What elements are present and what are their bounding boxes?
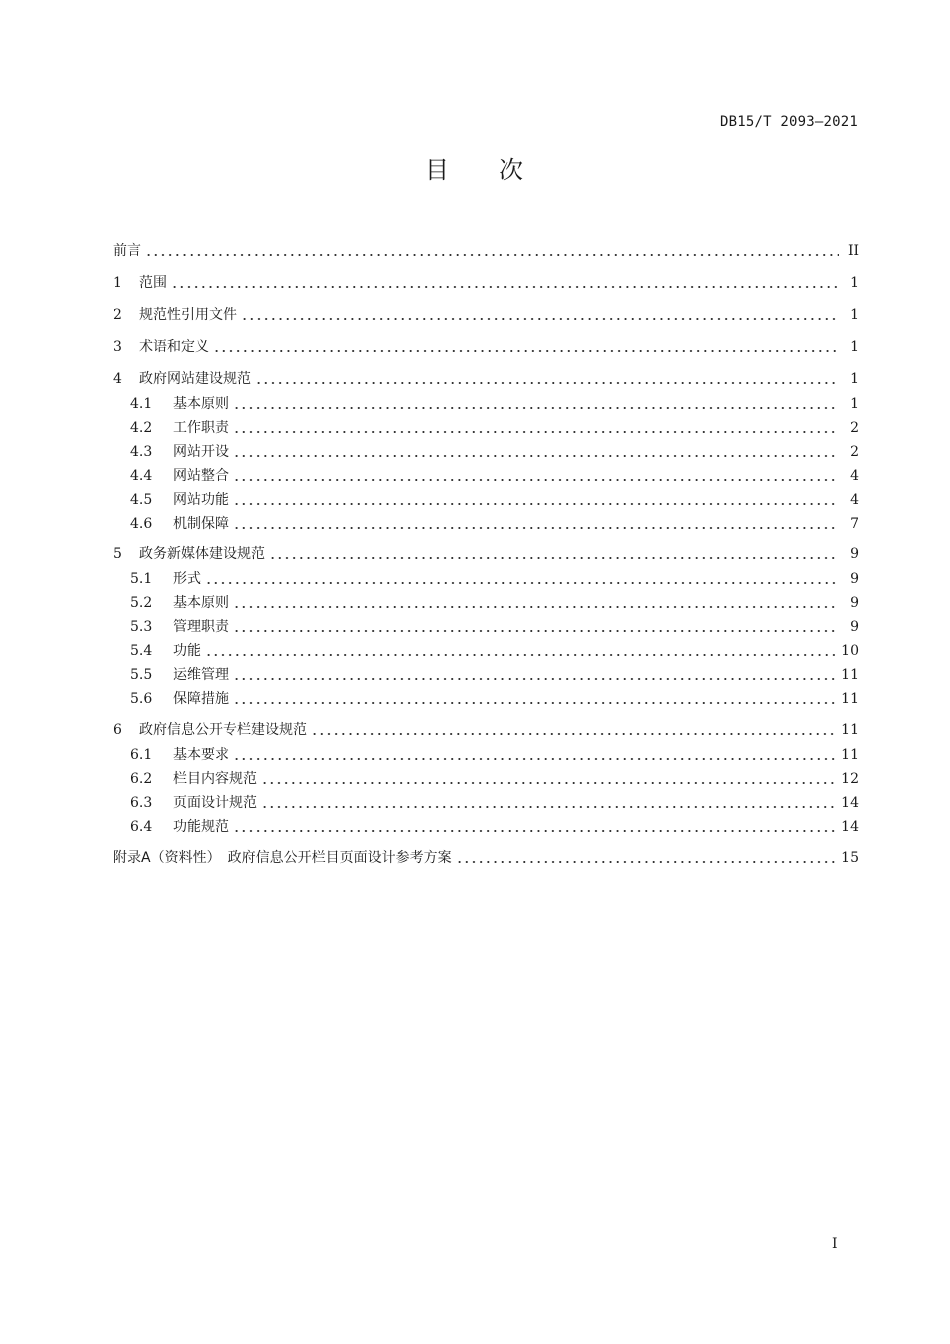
toc-label: 基本要求 bbox=[173, 747, 229, 763]
toc-leader-dots bbox=[233, 514, 839, 534]
toc-label: 保障措施 bbox=[173, 691, 229, 707]
toc-number: 6 bbox=[113, 722, 122, 738]
toc-label: 政务新媒体建设规范 bbox=[139, 546, 265, 562]
toc-label: 术语和定义 bbox=[139, 339, 209, 355]
toc-number: 6.4 bbox=[130, 819, 153, 835]
toc-entry-4-2[interactable] bbox=[130, 418, 859, 438]
toc-label: 网站整合 bbox=[173, 468, 229, 484]
toc-label: 网站开设 bbox=[173, 444, 229, 460]
toc-page-number: 9 bbox=[850, 571, 859, 587]
toc-entry-5[interactable] bbox=[113, 544, 859, 564]
toc-page-number: 1 bbox=[850, 371, 859, 387]
toc-leader-dots bbox=[311, 720, 835, 740]
toc-leader-dots bbox=[233, 745, 835, 765]
toc-label: 机制保障 bbox=[173, 516, 229, 532]
toc-leader-dots bbox=[241, 305, 839, 325]
toc-leader-dots bbox=[233, 617, 839, 637]
toc-entry-5-1[interactable] bbox=[130, 569, 859, 589]
toc-page-number: 11 bbox=[841, 722, 859, 738]
toc-leader-dots bbox=[233, 817, 835, 837]
toc-number: 5.2 bbox=[130, 595, 153, 611]
toc-number: 6.3 bbox=[130, 795, 153, 811]
toc-label: 工作职责 bbox=[173, 420, 229, 436]
toc-page-number: 4 bbox=[850, 468, 859, 484]
toc-label: 网站功能 bbox=[173, 492, 229, 508]
toc-entry-5-6[interactable] bbox=[130, 689, 859, 709]
toc-page-number: 15 bbox=[841, 850, 859, 866]
toc-leader-dots bbox=[205, 641, 835, 661]
toc-label: 形式 bbox=[173, 571, 201, 587]
toc-page-number: 9 bbox=[850, 546, 859, 562]
toc-number: 1 bbox=[113, 275, 122, 291]
toc-leader-dots bbox=[255, 369, 839, 389]
toc-entry-4-6[interactable] bbox=[130, 514, 859, 534]
toc-label: 范围 bbox=[139, 275, 167, 291]
toc-number: 5.1 bbox=[130, 571, 153, 587]
toc-leader-dots bbox=[233, 665, 835, 685]
toc-page-number: 12 bbox=[841, 771, 859, 787]
toc-number: 4.4 bbox=[130, 468, 153, 484]
toc-number: 5.6 bbox=[130, 691, 153, 707]
toc-entry-6-1[interactable] bbox=[130, 745, 859, 765]
toc-entry-4-3[interactable] bbox=[130, 442, 859, 462]
toc-label: 附录A（资料性） 政府信息公开栏目页面设计参考方案 bbox=[113, 850, 452, 866]
toc-page-number: 9 bbox=[850, 619, 859, 635]
toc-page-number: 7 bbox=[850, 516, 859, 532]
toc-number: 3 bbox=[113, 339, 122, 355]
toc-leader-dots bbox=[233, 442, 839, 462]
toc-label: 功能规范 bbox=[173, 819, 229, 835]
page-title-right: 次 bbox=[499, 156, 525, 184]
toc-entry-1[interactable] bbox=[113, 273, 859, 293]
toc-number: 5.5 bbox=[130, 667, 153, 683]
toc-entry-2[interactable] bbox=[113, 305, 859, 325]
toc-label: 政府信息公开专栏建设规范 bbox=[139, 722, 307, 738]
page-title bbox=[0, 150, 950, 185]
toc-entry-4[interactable] bbox=[113, 369, 859, 389]
toc-entry-4-4[interactable] bbox=[130, 466, 859, 486]
toc-number: 2 bbox=[113, 307, 122, 323]
toc-entry-5-2[interactable] bbox=[130, 593, 859, 613]
toc-number: 4.5 bbox=[130, 492, 153, 508]
toc-page-number: 4 bbox=[850, 492, 859, 508]
toc-label: 政府网站建设规范 bbox=[139, 371, 251, 387]
toc-leader-dots bbox=[145, 241, 839, 261]
toc-entry-5-5[interactable] bbox=[130, 665, 859, 685]
toc-page-number: 14 bbox=[841, 819, 859, 835]
toc-entry-3[interactable] bbox=[113, 337, 859, 357]
toc-label: 基本原则 bbox=[173, 396, 229, 412]
toc-leader-dots bbox=[233, 418, 839, 438]
toc-label: 栏目内容规范 bbox=[173, 771, 257, 787]
toc-leader-dots bbox=[233, 689, 835, 709]
toc-page-number: 1 bbox=[850, 275, 859, 291]
toc-entry-5-4[interactable] bbox=[130, 641, 859, 661]
page-number: I bbox=[832, 1236, 838, 1252]
toc-page-number: 11 bbox=[841, 667, 859, 683]
toc-page-number: 1 bbox=[850, 307, 859, 323]
toc-number: 4.1 bbox=[130, 396, 153, 412]
toc-entry-4-5[interactable] bbox=[130, 490, 859, 510]
toc-entry-5-3[interactable] bbox=[130, 617, 859, 637]
toc-label: 页面设计规范 bbox=[173, 795, 257, 811]
toc-label: 前言 bbox=[113, 243, 141, 259]
toc-label: 基本原则 bbox=[173, 595, 229, 611]
toc-page-number: 10 bbox=[841, 643, 859, 659]
document-code: DB15/T 2093—2021 bbox=[719, 114, 858, 130]
toc-page-number: 11 bbox=[841, 747, 859, 763]
toc-number: 5 bbox=[113, 546, 122, 562]
toc-label: 功能 bbox=[173, 643, 201, 659]
toc-leader-dots bbox=[233, 466, 839, 486]
toc-label: 管理职责 bbox=[173, 619, 229, 635]
page-title-left: 目 bbox=[425, 156, 451, 184]
toc-number: 4.2 bbox=[130, 420, 153, 436]
toc-page-number: 2 bbox=[850, 444, 859, 460]
toc-number: 5.3 bbox=[130, 619, 153, 635]
toc-number: 4.6 bbox=[130, 516, 153, 532]
toc-page-number: 2 bbox=[850, 420, 859, 436]
toc-leader-dots bbox=[261, 793, 835, 813]
toc-leader-dots bbox=[233, 394, 839, 414]
toc-number: 4 bbox=[113, 371, 122, 387]
toc-leader-dots bbox=[261, 769, 835, 789]
toc-leader-dots bbox=[233, 593, 839, 613]
toc-number: 6.1 bbox=[130, 747, 153, 763]
toc-entry-6[interactable] bbox=[113, 720, 859, 740]
toc-number: 6.2 bbox=[130, 771, 153, 787]
toc-page-number: II bbox=[847, 243, 859, 259]
toc-number: 4.3 bbox=[130, 444, 153, 460]
toc-leader-dots bbox=[171, 273, 839, 293]
toc-page-number: 9 bbox=[850, 595, 859, 611]
toc-page-number: 1 bbox=[850, 396, 859, 412]
toc-leader-dots bbox=[233, 490, 839, 510]
toc-label: 规范性引用文件 bbox=[139, 307, 237, 323]
toc-page-number: 1 bbox=[850, 339, 859, 355]
toc-leader-dots bbox=[269, 544, 839, 564]
toc-number: 5.4 bbox=[130, 643, 153, 659]
toc-entry-appendix-a[interactable] bbox=[113, 848, 859, 868]
toc-entry-foreword[interactable] bbox=[113, 241, 859, 261]
toc-label: 运维管理 bbox=[173, 667, 229, 683]
toc-page-number: 14 bbox=[841, 795, 859, 811]
toc-entry-6-3[interactable] bbox=[130, 793, 859, 813]
toc-entry-4-1[interactable] bbox=[130, 394, 859, 414]
toc-page-number: 11 bbox=[841, 691, 859, 707]
toc-leader-dots bbox=[456, 848, 836, 868]
toc-leader-dots bbox=[205, 569, 839, 589]
toc-entry-6-2[interactable] bbox=[130, 769, 859, 789]
toc-leader-dots bbox=[213, 337, 839, 357]
toc-entry-6-4[interactable] bbox=[130, 817, 859, 837]
